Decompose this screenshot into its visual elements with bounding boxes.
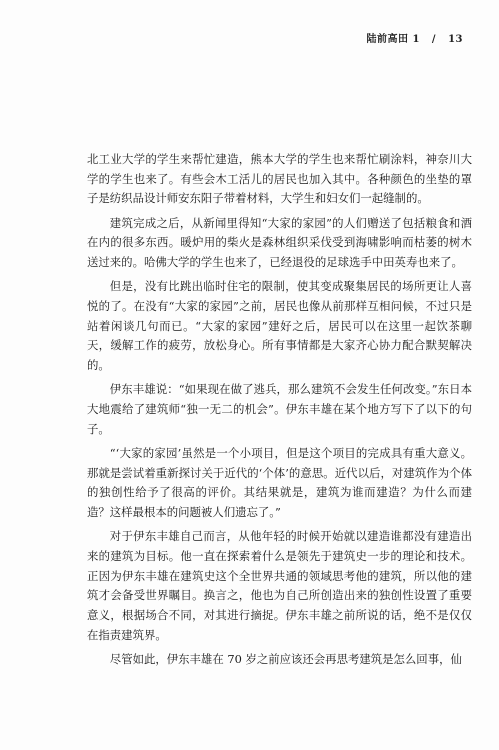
paragraph: 但是，没有比跳出临时住宅的限制，使其变成聚集居民的场所更让人喜悦的了。在没有“大家的家园”之前，居民也像从前那样互相问候，不过只是站着闲谈几句而已。“大家的家园”建好之后，居民可以在这里一起饮茶聊天，缓解工作的疲劳，放松身心。所有事情都是大家齐心协力配合默契解决的。 [87, 279, 472, 373]
header-separator: / [431, 34, 437, 45]
body-text [87, 150, 472, 674]
paragraph: 尽管如此，伊东丰雄在 70 岁之前应该还会再思考建筑是怎么回事，仙 [109, 651, 462, 666]
quote-paragraph: “‘大家的家园’虽然是一个小项目，但是这个项目的完成具有重大意义。那就是尝试着重新探讨关于近代的‘个体’的意思。近代以后，对建筑作为个体的独创性给予了很高的评价。其结果就是，建筑为谁而建造？为什么而建造？这样最根本的问题被人们遗忘了。” [87, 445, 472, 519]
paragraph: 建筑完成之后，从新闻里得知“大家的家园”的人们赠送了包括粮食和酒在内的很多东西。暖炉用的柴火是森林组织采伐受到海啸影响而枯萎的树木送过来的。哈佛大学的学生也来了，已经退役的足球选手中田英寿也来了。 [87, 215, 472, 270]
paragraph: 北工业大学的学生来帮忙建造，熊本大学的学生也来帮忙刷涂料，神奈川大学的学生也来了。有些会木工活儿的居民也加入其中。各种颜色的坐垫的罩子是纺织品设计师安东阳子带着材料，大学生和妇女们一起缝制的。 [87, 152, 472, 206]
paragraph: 伊东丰雄说：“如果现在做了逃兵，那么建筑不会发生任何改变。”东日本大地震给了建筑师“独一无二的机会”。伊东丰雄在某个地方写下了以下的句子。 [87, 382, 472, 436]
chapter-title: 陆前高田 1 [366, 34, 420, 45]
paragraph: 对于伊东丰雄自己而言，从他年轻的时候开始就以建造谁都没有建造出来的建筑为目标。他一直在探索着什么是领先于建筑史一步的理论和技术。正因为伊东丰雄在建筑史这个全世界共通的领域思考他的建筑，所以他的建筑才会备受世界瞩目。换言之，他也为自己所创造出来的独创性设置了重要意义，根据场合不同，对其进行摘捉。伊东丰雄之前所说的话，绝不是仅仅在指责建筑界。 [87, 529, 472, 642]
page-number: 13 [448, 34, 463, 45]
running-header [366, 30, 463, 45]
